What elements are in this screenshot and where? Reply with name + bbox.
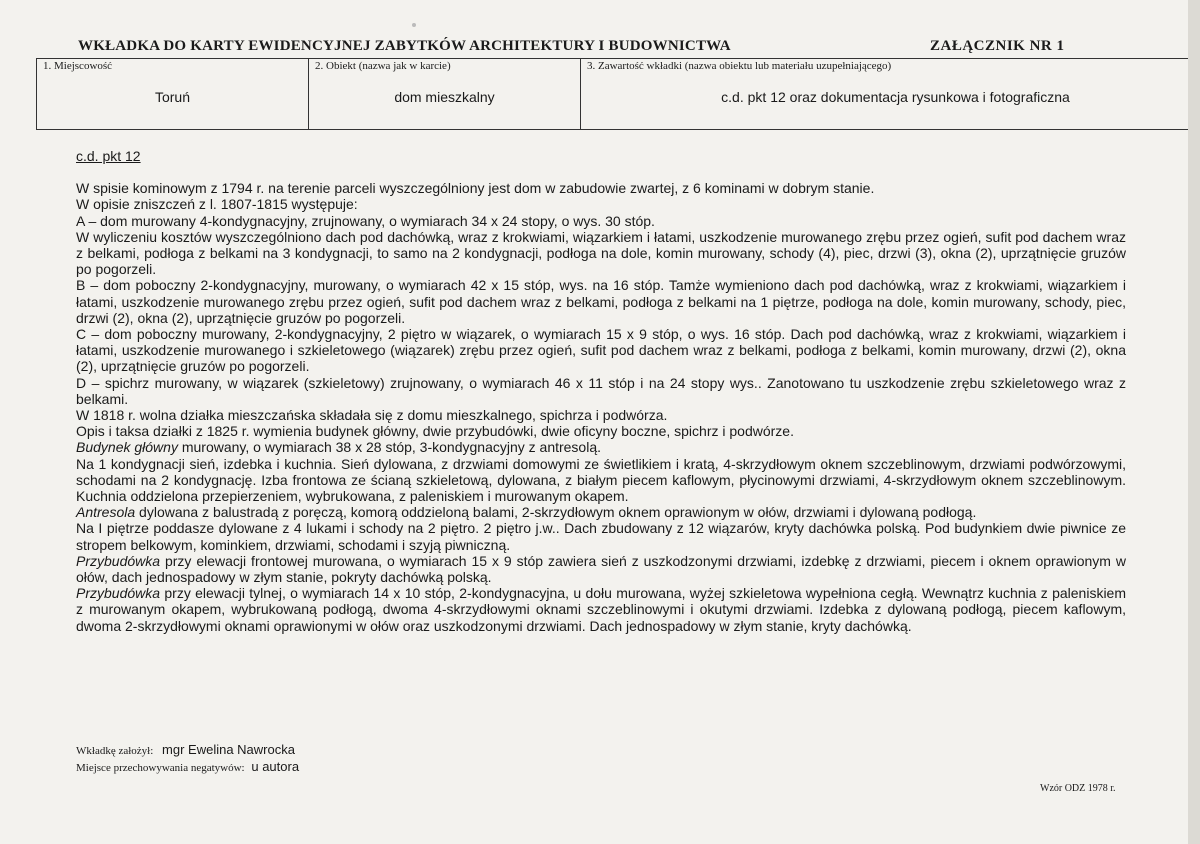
- author-label: Wkładkę założył:: [76, 745, 154, 757]
- italic-term: Antresola: [76, 504, 136, 521]
- cell-object-label: 2. Obiekt (nazwa jak w karcie): [315, 60, 451, 72]
- section-heading: c.d. pkt 12: [76, 148, 141, 164]
- document-title: WKŁADKA DO KARTY EWIDENCYJNEJ ZABYTKÓW ARCHITEKTURY I BUDOWNICTWA: [78, 38, 731, 54]
- cell-object-value: dom mieszkalny: [394, 89, 495, 105]
- scan-edge-shadow: [1188, 0, 1200, 844]
- author-value: mgr Ewelina Nawrocka: [162, 742, 295, 757]
- paragraph: B – dom poboczny 2-kondygnacyjny, murowany, o wymiarach 42 x 15 stóp, wys. na 16 stóp. Tamże wymieniono dach pod dachówką, wraz z krokwiami, wiązarkiem i łatami, uszkodzenie murowanego zrębu przez ogień, sufit pod dachem wraz z belkami, podłoga z belkami na 1 piętrze, podłoga na dole, komin murowany, schody, piec, drzwi (2), okna (2), uprzątnięcie gruzów po pogorzeli.: [76, 277, 1126, 326]
- storage-value: u autora: [251, 759, 300, 774]
- paragraph-text: przy elewacji tylnej, o wymiarach 14 x 10 stóp, 2-kondygnacyjna, u dołu murowana, wyżej szkieletowa wypełniona cegłą. Wewnątrz kuchnia z paleniskiem z murowanym okapem, wybrukowaną podłogą, dwoma 4-skrzydłowymi oknami szczeblinowymi i okutymi drzwiami. Izdebka z dylowaną podłogą, piecem kaflowym, dwoma 2-skrzydłowymi oknami oprawionymi w ołów oraz uszkodzonymi drzwiami. Dach jednospadowy w złym stanie, kryty dachówką.: [76, 585, 1126, 634]
- italic-term: Przybudówka: [76, 585, 161, 602]
- paragraph-text: przy elewacji frontowej murowana, o wymiarach 15 x 9 stóp zawiera sień z uszkodzonymi drzwiami, izdebkę z drzwiami, piecem i oknem oprawionym w ołów, dach jednospadowy w złym stanie, pokryty dachówką polską.: [76, 552, 1126, 586]
- paragraph-text: murowany, o wymiarach 38 x 28 stóp, 3-kondygnacyjny z antresolą.: [177, 439, 602, 456]
- paragraph: Na I piętrze poddasze dylowane z 4 lukami i schody na 2 piętro. 2 piętro j.w.. Dach zbudowany z 12 wiązarów, kryty dachówka polską. Pod budynkiem dwie piwnice ze stropem belkowym, kominkiem, drzwiami, schodami i szyją piwniczną.: [76, 520, 1126, 553]
- form-model-note: Wzór ODZ 1978 r.: [1040, 783, 1116, 794]
- paragraph: W spisie kominowym z 1794 r. na terenie parceli wyszczególniony jest dom w zabudowie zwartej, z 6 kominami w dobrym stanie.: [76, 180, 875, 197]
- paragraph: D – spichrz murowany, w wiązarek (szkieletowy) zrujnowany, o wymiarach 46 x 11 stóp i na 24 stopy wys.. Zanotowano tu uszkodzenie zrębu szkieletowego wraz z belkami.: [76, 374, 1126, 407]
- italic-term: Przybudówka: [76, 552, 161, 569]
- cell-locality-label: 1. Miejscowość: [43, 60, 113, 72]
- cell-locality-value: Toruń: [154, 89, 191, 105]
- paragraph: W wyliczeniu kosztów wyszczególniono dach pod dachówką, wraz z krokwiami, wiązarkiem i łatami, uszkodzenie murowanego zrębu przez ogień, sufit pod dachem wraz z belkami, podłoga z belkami na 3 kondygnacji, to samo na 2 kondygnacji, podłoga na dole, komin murowany, schody (4), piec, drzwi (3), okna (2), uprzątnięcie gruzów po pogorzeli.: [76, 228, 1126, 278]
- cell-contents-value: c.d. pkt 12 oraz dokumentacja rysunkowa i fotograficzna: [721, 89, 1070, 105]
- paragraph: Na 1 kondygnacji sień, izdebka i kuchnia. Sień dylowana, z drzwiami domowymi ze świetlikiem i kratą, 4-skrzydłowym oknem szczeblinowym, drzwiami podwórzowymi, schodami na 2 kondygnację. Izba frontowa ze ścianą szkieletową, dylowana, z białym piecem kaflowym, płycinowymi drzwiami, 4-skrzydłowym oknem szczeblinowym. Kuchnia oddzielona przepierzeniem, wybrukowana, z paleniskiem i murowanym okapem.: [76, 455, 1126, 505]
- paragraph: A – dom murowany 4-kondygnacyjny, zrujnowany, o wymiarach 34 x 24 stopy, o wys. 30 stóp.: [76, 212, 655, 229]
- scan-speck: [412, 23, 416, 27]
- paragraph-text: dylowana z balustradą z poręczą, komorą oddzieloną balami, 2-skrzydłowym oknem oprawionym w ołów, drzwiami i dylowaną podłogą.: [135, 504, 977, 521]
- paragraph: C – dom poboczny murowany, 2-kondygnacyjny, 2 piętro w wiązarek, o wymiarach 15 x 9 stóp, o wys. 16 stóp. Dach pod dachówką, wraz z krokwiami, wiązarkiem i łatami, uszkodzenie murowanego i szkieletowego (wiązarek) zrębu przez ogień, sufit pod dachem wraz z belkami, podłoga z belkami, komin murowany, drzwi (2), okna (2), uprzątnięcie gruzów po pogorzeli.: [76, 326, 1126, 375]
- italic-term: Budynek główny: [76, 439, 178, 456]
- paragraph: W 1818 r. wolna działka mieszczańska składała się z domu mieszkalnego, spichrza i podwórza.: [76, 407, 668, 424]
- paragraph: Opis i taksa działki z 1825 r. wymienia budynek główny, dwie przybudówki, dwie oficyny boczne, spichrz i podwórze.: [76, 423, 794, 440]
- annex-number: ZAŁĄCZNIK NR 1: [930, 38, 1065, 54]
- storage-label: Miejsce przechowywania negatywów:: [76, 762, 245, 774]
- paragraph: W opisie zniszczeń z l. 1807-1815 występuje:: [76, 196, 358, 213]
- cell-contents-label: 3. Zawartość wkładki (nazwa obiektu lub materiału uzupełniającego): [587, 60, 892, 72]
